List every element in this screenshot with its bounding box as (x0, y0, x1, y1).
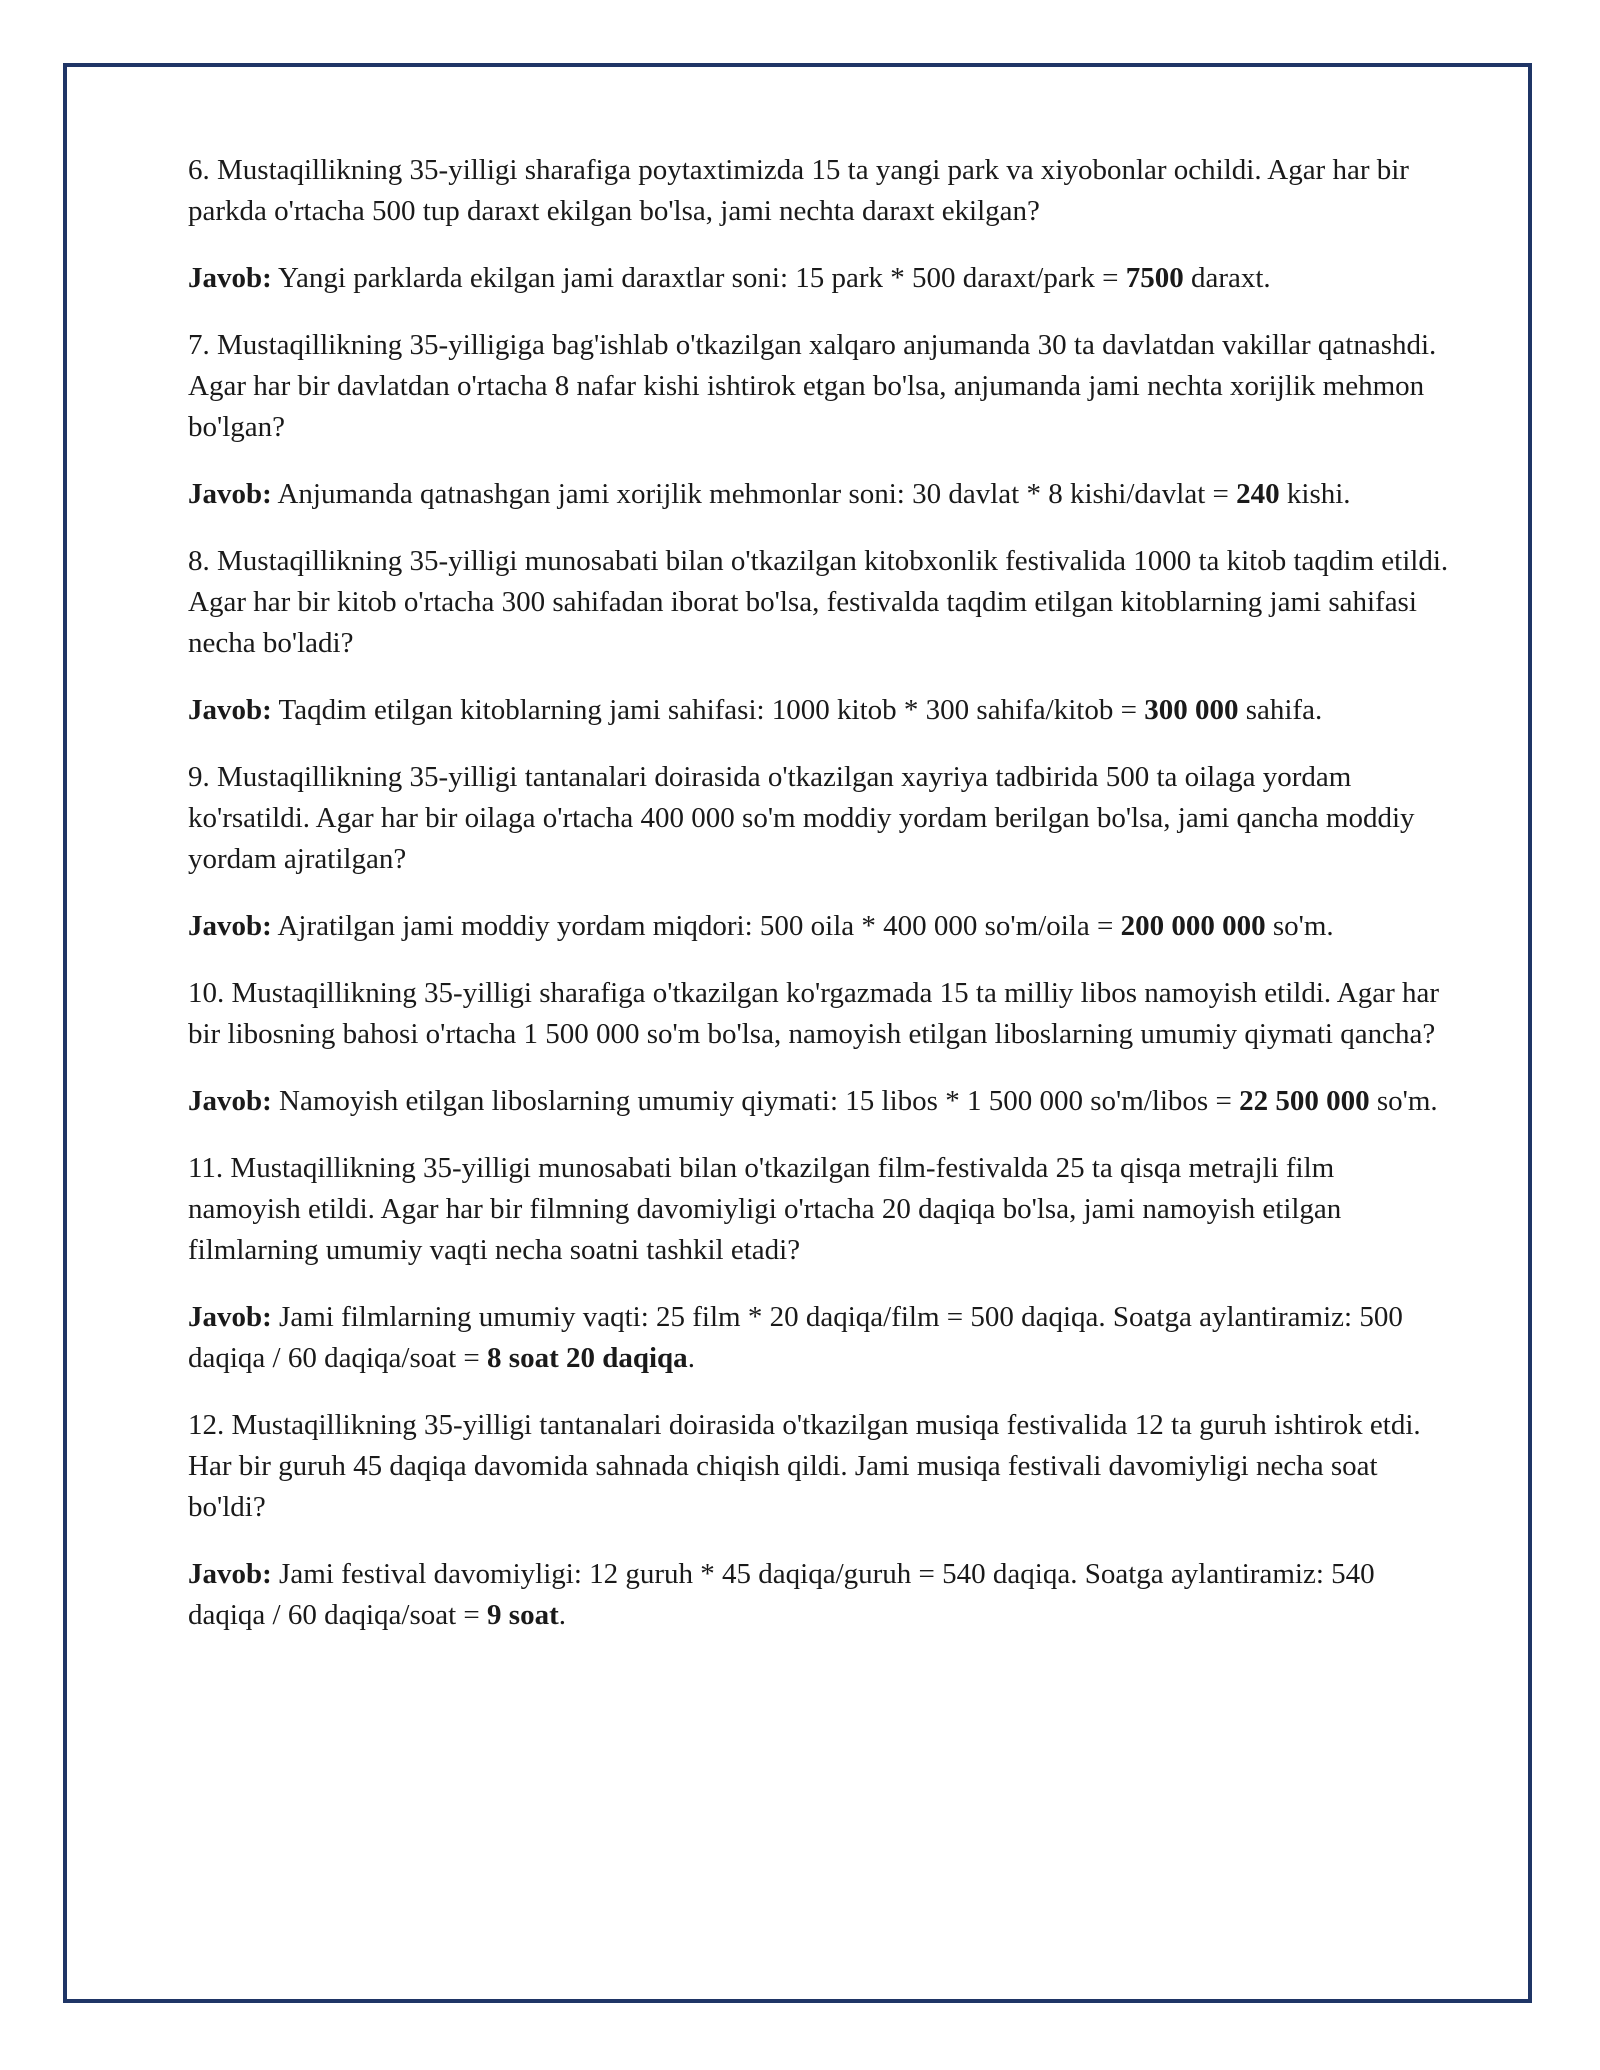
question-12: 12. Mustaqillikning 35-yilligi tantanalari doirasida o'tkazilgan musiqa festivalida 12 ta guruh ishtirok etdi. Har bir guruh 45 daqiqa davomida sahnada chiqish qildi. Jami musiqa festivali davomiyligi necha soat bo'ldi? (188, 1409, 1421, 1523)
answer-12 (188, 1554, 1453, 1636)
answer-result: 200 000 000 (1120, 910, 1266, 942)
answer-text: Taqdim etilgan kitoblarning jami sahifasi: 1000 kitob * 300 sahifa/kitob = (271, 694, 1145, 726)
answer-suffix: kishi. (1279, 478, 1351, 510)
answer-11 (188, 1297, 1453, 1379)
answer-result: 300 000 (1144, 694, 1239, 726)
answer-suffix: . (558, 1599, 566, 1631)
answer-label: Javob: (188, 262, 272, 294)
answer-label: Javob: (188, 1301, 272, 1333)
answer-result: 240 (1236, 478, 1280, 510)
answer-9 (188, 906, 1453, 947)
answer-suffix: so'm. (1369, 1085, 1438, 1117)
answer-text: Anjumanda qatnashgan jami xorijlik mehmonlar soni: 30 davlat * 8 kishi/davlat = (271, 478, 1237, 510)
answer-6 (188, 258, 1453, 299)
answer-label: Javob: (188, 910, 272, 942)
answer-suffix: . (687, 1342, 695, 1374)
answer-text: Yangi parklarda ekilgan jami daraxtlar soni: 15 park * 500 daraxt/park = (271, 262, 1126, 294)
answer-label: Javob: (188, 478, 272, 510)
answer-text: Jami festival davomiyligi: 12 guruh * 45 daqiqa/guruh = 540 daqiqa. Soatga aylantiramiz: 540 daqiqa / 60 daqiqa/soat = (188, 1558, 1375, 1631)
answer-text: Namoyish etilgan liboslarning umumiy qiymati: 15 libos * 1 500 000 so'm/libos = (271, 1085, 1240, 1117)
answer-7 (188, 474, 1453, 515)
answer-10 (188, 1081, 1453, 1122)
question-8: 8. Mustaqillikning 35-yilligi munosabati bilan o'tkazilgan kitobxonlik festivalida 1000 ta kitob taqdim etildi. Agar har bir kitob o'rtacha 300 sahifadan iborat bo'lsa, festivalda taqdim etilgan kitoblarning jami sahifasi necha bo'ladi? (188, 545, 1449, 659)
answer-8 (188, 690, 1453, 731)
answer-result: 7500 (1125, 262, 1184, 294)
question-11: 11. Mustaqillikning 35-yilligi munosabati bilan o'tkazilgan film-festivalda 25 ta qisqa metrajli film namoyish etildi. Agar har bir filmning davomiyligi o'rtacha 20 daqiqa bo'lsa, jami namoyish etilgan filmlarning umumiy vaqti necha soatni tashkil etadi? (188, 1152, 1342, 1266)
answer-suffix: sahifa. (1238, 694, 1323, 726)
question-6: 6. Mustaqillikning 35-yilligi sharafiga poytaxtimizda 15 ta yangi park va xiyobonlar ochildi. Agar har bir parkda o'rtacha 500 tup daraxt ekilgan bo'lsa, jami nechta daraxt ekilgan? (188, 154, 1409, 227)
answer-suffix: daraxt. (1183, 262, 1271, 294)
question-9: 9. Mustaqillikning 35-yilligi tantanalari doirasida o'tkazilgan xayriya tadbirida 500 ta oilaga yordam ko'rsatildi. Agar har bir oilaga o'rtacha 400 000 so'm moddiy yordam berilgan bo'lsa, jami qancha moddiy yordam ajratilgan? (188, 761, 1415, 875)
answer-label: Javob: (188, 1558, 272, 1590)
answer-text: Jami filmlarning umumiy vaqti: 25 film * 20 daqiqa/film = 500 daqiqa. Soatga aylantiramiz: 500 daqiqa / 60 daqiqa/soat = (188, 1301, 1403, 1374)
answer-result: 8 soat 20 daqiqa (487, 1342, 688, 1374)
question-10: 10. Mustaqillikning 35-yilligi sharafiga o'tkazilgan ko'rgazmada 15 ta milliy libos namoyish etildi. Agar har bir libosning bahosi o'rtacha 1 500 000 so'm bo'lsa, namoyish etilgan liboslarning umumiy qiymati qancha? (188, 977, 1440, 1050)
answer-label: Javob: (188, 1085, 272, 1117)
document-body (188, 150, 1453, 1662)
answer-result: 9 soat (487, 1599, 559, 1631)
answer-label: Javob: (188, 694, 272, 726)
answer-suffix: so'm. (1265, 910, 1334, 942)
question-7: 7. Mustaqillikning 35-yilligiga bag'ishlab o'tkazilgan xalqaro anjumanda 30 ta davlatdan vakillar qatnashdi. Agar har bir davlatdan o'rtacha 8 nafar kishi ishtirok etgan bo'lsa, anjumanda jami nechta xorijlik mehmon bo'lgan? (188, 329, 1437, 443)
answer-result: 22 500 000 (1239, 1085, 1370, 1117)
answer-text: Ajratilgan jami moddiy yordam miqdori: 500 oila * 400 000 so'm/oila = (271, 910, 1121, 942)
